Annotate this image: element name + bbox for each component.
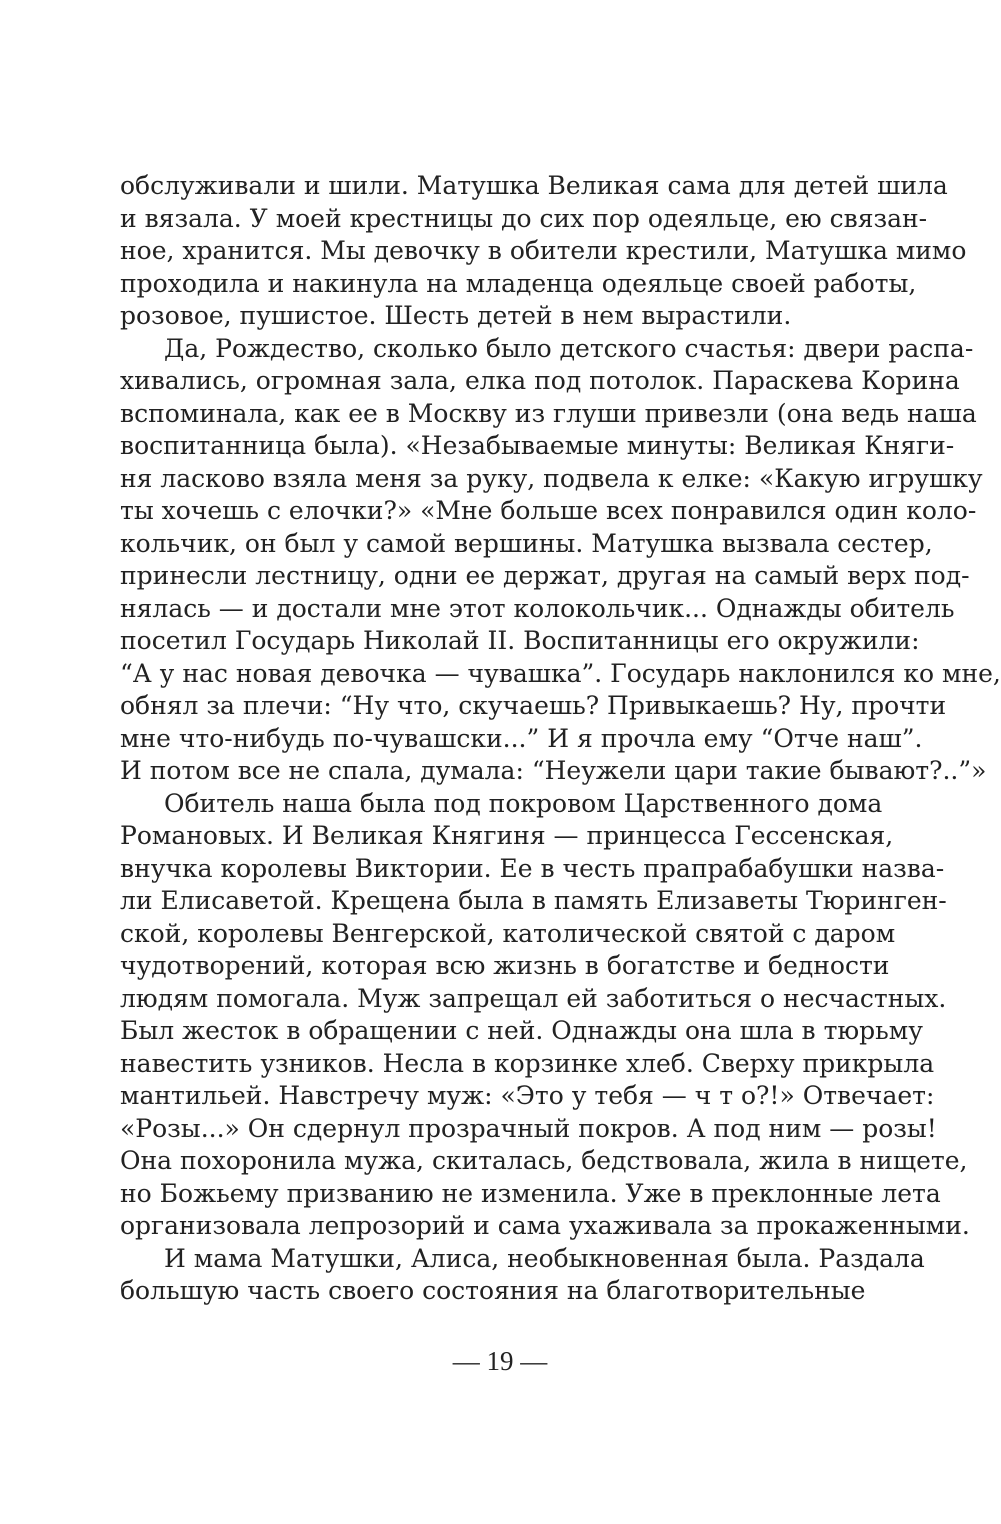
text-line: Был жесток в обращении с ней. Однажды она шла в тюрьму bbox=[120, 1016, 923, 1045]
text-line: обслуживали и шили. Матушка Великая сама для детей шила bbox=[120, 171, 948, 200]
text-line: розовое, пушистое. Шесть детей в нем вырастили. bbox=[120, 301, 792, 330]
text-line: Она похоронила мужа, скиталась, бедствовала, жила в нищете, bbox=[120, 1146, 968, 1175]
text-line: но Божьему призванию не изменила. Уже в преклонные лета bbox=[120, 1178, 941, 1208]
text-line: навестить узников. Несла в корзинке хлеб. Сверху прикрыла bbox=[120, 1048, 935, 1078]
text-line: принесли лестницу, одни ее держат, другая на самый верх под- bbox=[120, 561, 970, 590]
text-line: И потом все не спала, думала: “Неужели цари такие бывают?..”» bbox=[120, 756, 987, 785]
body-text bbox=[120, 170, 1001, 1308]
text-line: вспоминала, как ее в Москву из глуши привезли (она ведь наша bbox=[120, 398, 977, 428]
text-line: воспитанница была). «Незабываемые минуты: Великая Княги- bbox=[120, 431, 955, 460]
text-line: ня ласково взяла меня за руку, подвела к елке: «Какую игрушку bbox=[120, 463, 983, 493]
text-line: чудотворений, которая всю жизнь в богатстве и бедности bbox=[120, 951, 890, 980]
text-line: ской, королевы Венгерской, католической святой с даром bbox=[120, 918, 896, 948]
page-number: — 19 — bbox=[452, 1346, 548, 1376]
text-line: И мама Матушки, Алиса, необыкновенная была. Раздала bbox=[164, 1243, 925, 1273]
text-line: “А у нас новая девочка — чувашка”. Государь наклонился ко мне, bbox=[120, 658, 1001, 688]
text-line: Обитель наша была под покровом Царственного дома bbox=[164, 788, 883, 818]
text-line: мантильей. Навстречу муж: «Это у тебя — ч т о?!» Отвечает: bbox=[120, 1081, 935, 1110]
text-line: большую часть своего состояния на благотворительные bbox=[120, 1276, 866, 1305]
text-line: хивались, огромная зала, елка под потолок. Параскева Корина bbox=[120, 366, 960, 395]
text-line: Да, Рождество, сколько было детского счастья: двери распа- bbox=[164, 333, 974, 363]
text-line: посетил Государь Николай II. Воспитанницы его окружили: bbox=[120, 626, 920, 655]
text-line: ты хочешь с елочки?» «Мне больше всех понравился один коло- bbox=[120, 496, 977, 525]
text-line: нялась — и достали мне этот колокольчик... Однажды обитель bbox=[120, 593, 955, 623]
text-line: внучка королевы Виктории. Ее в честь прапрабабушки назва- bbox=[120, 853, 945, 883]
text-line: ное, хранится. Мы девочку в обители крестили, Матушка мимо bbox=[120, 236, 967, 265]
text-line: проходила и накинула на младенца одеяльце своей работы, bbox=[120, 268, 917, 298]
text-line: людям помогала. Муж запрещал ей заботиться о несчастных. bbox=[120, 983, 947, 1013]
text-line: обнял за плечи: “Ну что, скучаешь? Привыкаешь? Ну, прочти bbox=[120, 691, 947, 720]
text-line: «Розы...» Он сдернул прозрачный покров. А под ним — розы! bbox=[120, 1113, 937, 1143]
text-line: мне что-нибудь по-чувашски...” И я прочла ему “Отче наш”. bbox=[120, 723, 923, 753]
text-line: ли Елисаветой. Крещена была в память Елизаветы Тюринген- bbox=[120, 886, 947, 915]
text-line: и вязала. У моей крестницы до сих пор одеяльце, ею связан- bbox=[120, 203, 928, 233]
text-line: кольчик, он был у самой вершины. Матушка вызвала сестер, bbox=[120, 528, 933, 558]
text-line: Романовых. И Великая Княгиня — принцесса Гессенская, bbox=[120, 821, 894, 850]
text-line: организовала лепрозорий и сама ухаживала за прокаженными. bbox=[120, 1211, 970, 1240]
